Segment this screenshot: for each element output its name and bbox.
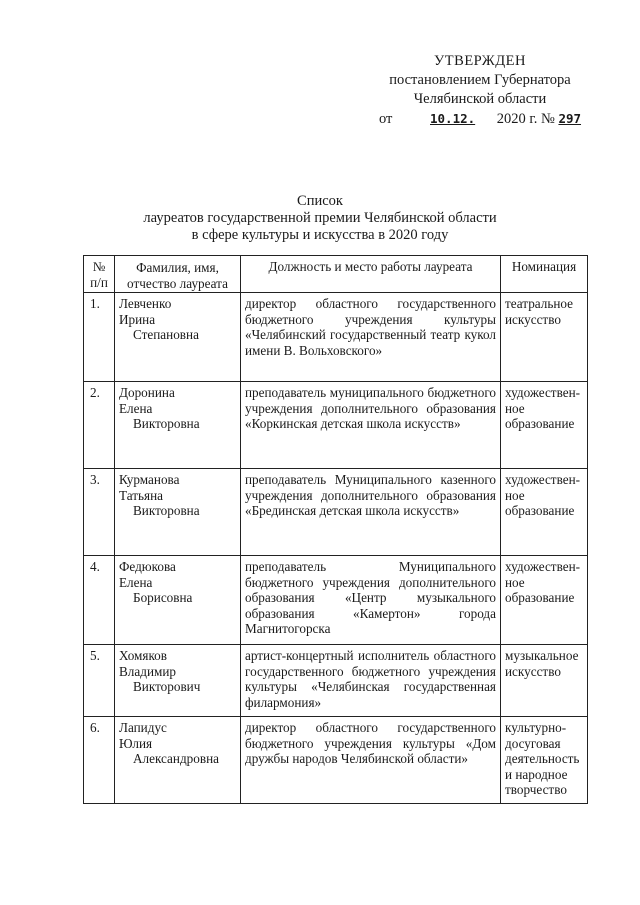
row-name bbox=[115, 645, 241, 717]
row-surname: Левченко bbox=[119, 296, 172, 311]
row-num: 5. bbox=[84, 645, 115, 717]
row-num: 2. bbox=[84, 382, 115, 469]
row-surname: Лапидус bbox=[119, 720, 167, 735]
title-line-3: в сфере культуры и искусства в 2020 году bbox=[191, 227, 449, 243]
row-first-name: Елена bbox=[119, 400, 153, 416]
row-first-name: Юлия bbox=[119, 735, 153, 751]
row-num: 1. bbox=[84, 293, 115, 382]
row-first-name: Владимир bbox=[119, 663, 176, 679]
header-nomination: Номинация bbox=[501, 256, 588, 293]
laureates-table bbox=[83, 255, 588, 804]
approval-line-2: Челябинской области bbox=[413, 91, 547, 107]
row-nomination: художествен-ное образование bbox=[501, 556, 588, 645]
table-row bbox=[84, 469, 588, 556]
row-nomination: художествен-ное образование bbox=[501, 382, 588, 469]
row-job: артист-концертный исполнитель областного государственного бюджетного учреждения культуры «Челябинская государственная филармония» bbox=[241, 645, 501, 717]
header-num: № п/п bbox=[84, 256, 115, 293]
row-patronymic: Викторовна bbox=[133, 503, 200, 518]
row-surname: Доронина bbox=[119, 385, 175, 400]
row-num: 6. bbox=[84, 717, 115, 804]
row-name bbox=[115, 556, 241, 645]
table-row bbox=[84, 293, 588, 382]
row-patronymic: Борисовна bbox=[133, 590, 193, 605]
approval-date-line bbox=[360, 109, 600, 129]
date-prefix: от bbox=[378, 111, 393, 127]
row-surname: Курманова bbox=[119, 472, 180, 487]
row-first-name: Елена bbox=[119, 574, 153, 590]
row-nomination: культурно-досуговая деятельность и народное творчество bbox=[501, 717, 588, 804]
approval-heading: УТВЕРЖДЕН bbox=[434, 53, 526, 69]
row-name bbox=[115, 469, 241, 556]
row-nomination: музыкальное искусство bbox=[501, 645, 588, 717]
table-row bbox=[84, 382, 588, 469]
row-job: преподаватель Муниципального бюджетного учреждения дополнительного образования «Центр музыкального образования «Камертон» города Магнитогорска bbox=[241, 556, 501, 645]
table-header-row bbox=[84, 256, 588, 293]
row-patronymic: Александровна bbox=[133, 751, 219, 766]
handwritten-date: 10.12. bbox=[430, 111, 476, 126]
row-first-name: Татьяна bbox=[119, 487, 163, 503]
document-title bbox=[120, 193, 520, 244]
title-line-2: лауреатов государственной премии Челябинской области bbox=[143, 210, 497, 226]
table-row bbox=[84, 645, 588, 717]
row-surname: Хомяков bbox=[119, 648, 168, 663]
table-row bbox=[84, 556, 588, 645]
approval-stamp bbox=[360, 52, 600, 129]
row-nomination: театральное искусство bbox=[501, 293, 588, 382]
row-patronymic: Степановна bbox=[133, 327, 199, 342]
title-line-1: Список bbox=[297, 193, 343, 209]
row-first-name: Ирина bbox=[119, 311, 156, 327]
row-job: директор областного государственного бюджетного учреждения культуры «Челябинский государственный театр кукол имени В. Вольховского» bbox=[241, 293, 501, 382]
row-name bbox=[115, 382, 241, 469]
row-surname: Федюкова bbox=[119, 559, 176, 574]
row-job: преподаватель муниципального бюджетного учреждения дополнительного образования «Коркинская детская школа искусств» bbox=[241, 382, 501, 469]
table-row bbox=[84, 717, 588, 804]
approval-line-1: постановлением Губернатора bbox=[389, 72, 571, 88]
row-num: 3. bbox=[84, 469, 115, 556]
row-patronymic: Викторовна bbox=[133, 416, 200, 431]
date-year: 2020 г. № bbox=[496, 111, 555, 127]
row-job: преподаватель Муниципального казенного учреждения дополнительного образования «Брединская детская школа искусств» bbox=[241, 469, 501, 556]
row-job: директор областного государственного бюджетного учреждения культуры «Дом дружбы народов Челябинской области» bbox=[241, 717, 501, 804]
header-name: Фамилия, имя, отчество лауреата bbox=[115, 256, 241, 293]
header-job: Должность и место работы лауреата bbox=[241, 256, 501, 293]
row-name bbox=[115, 717, 241, 804]
row-name bbox=[115, 293, 241, 382]
row-nomination: художествен-ное образование bbox=[501, 469, 588, 556]
row-num: 4. bbox=[84, 556, 115, 645]
row-patronymic: Викторович bbox=[133, 679, 201, 694]
handwritten-number: 297 bbox=[558, 111, 582, 126]
